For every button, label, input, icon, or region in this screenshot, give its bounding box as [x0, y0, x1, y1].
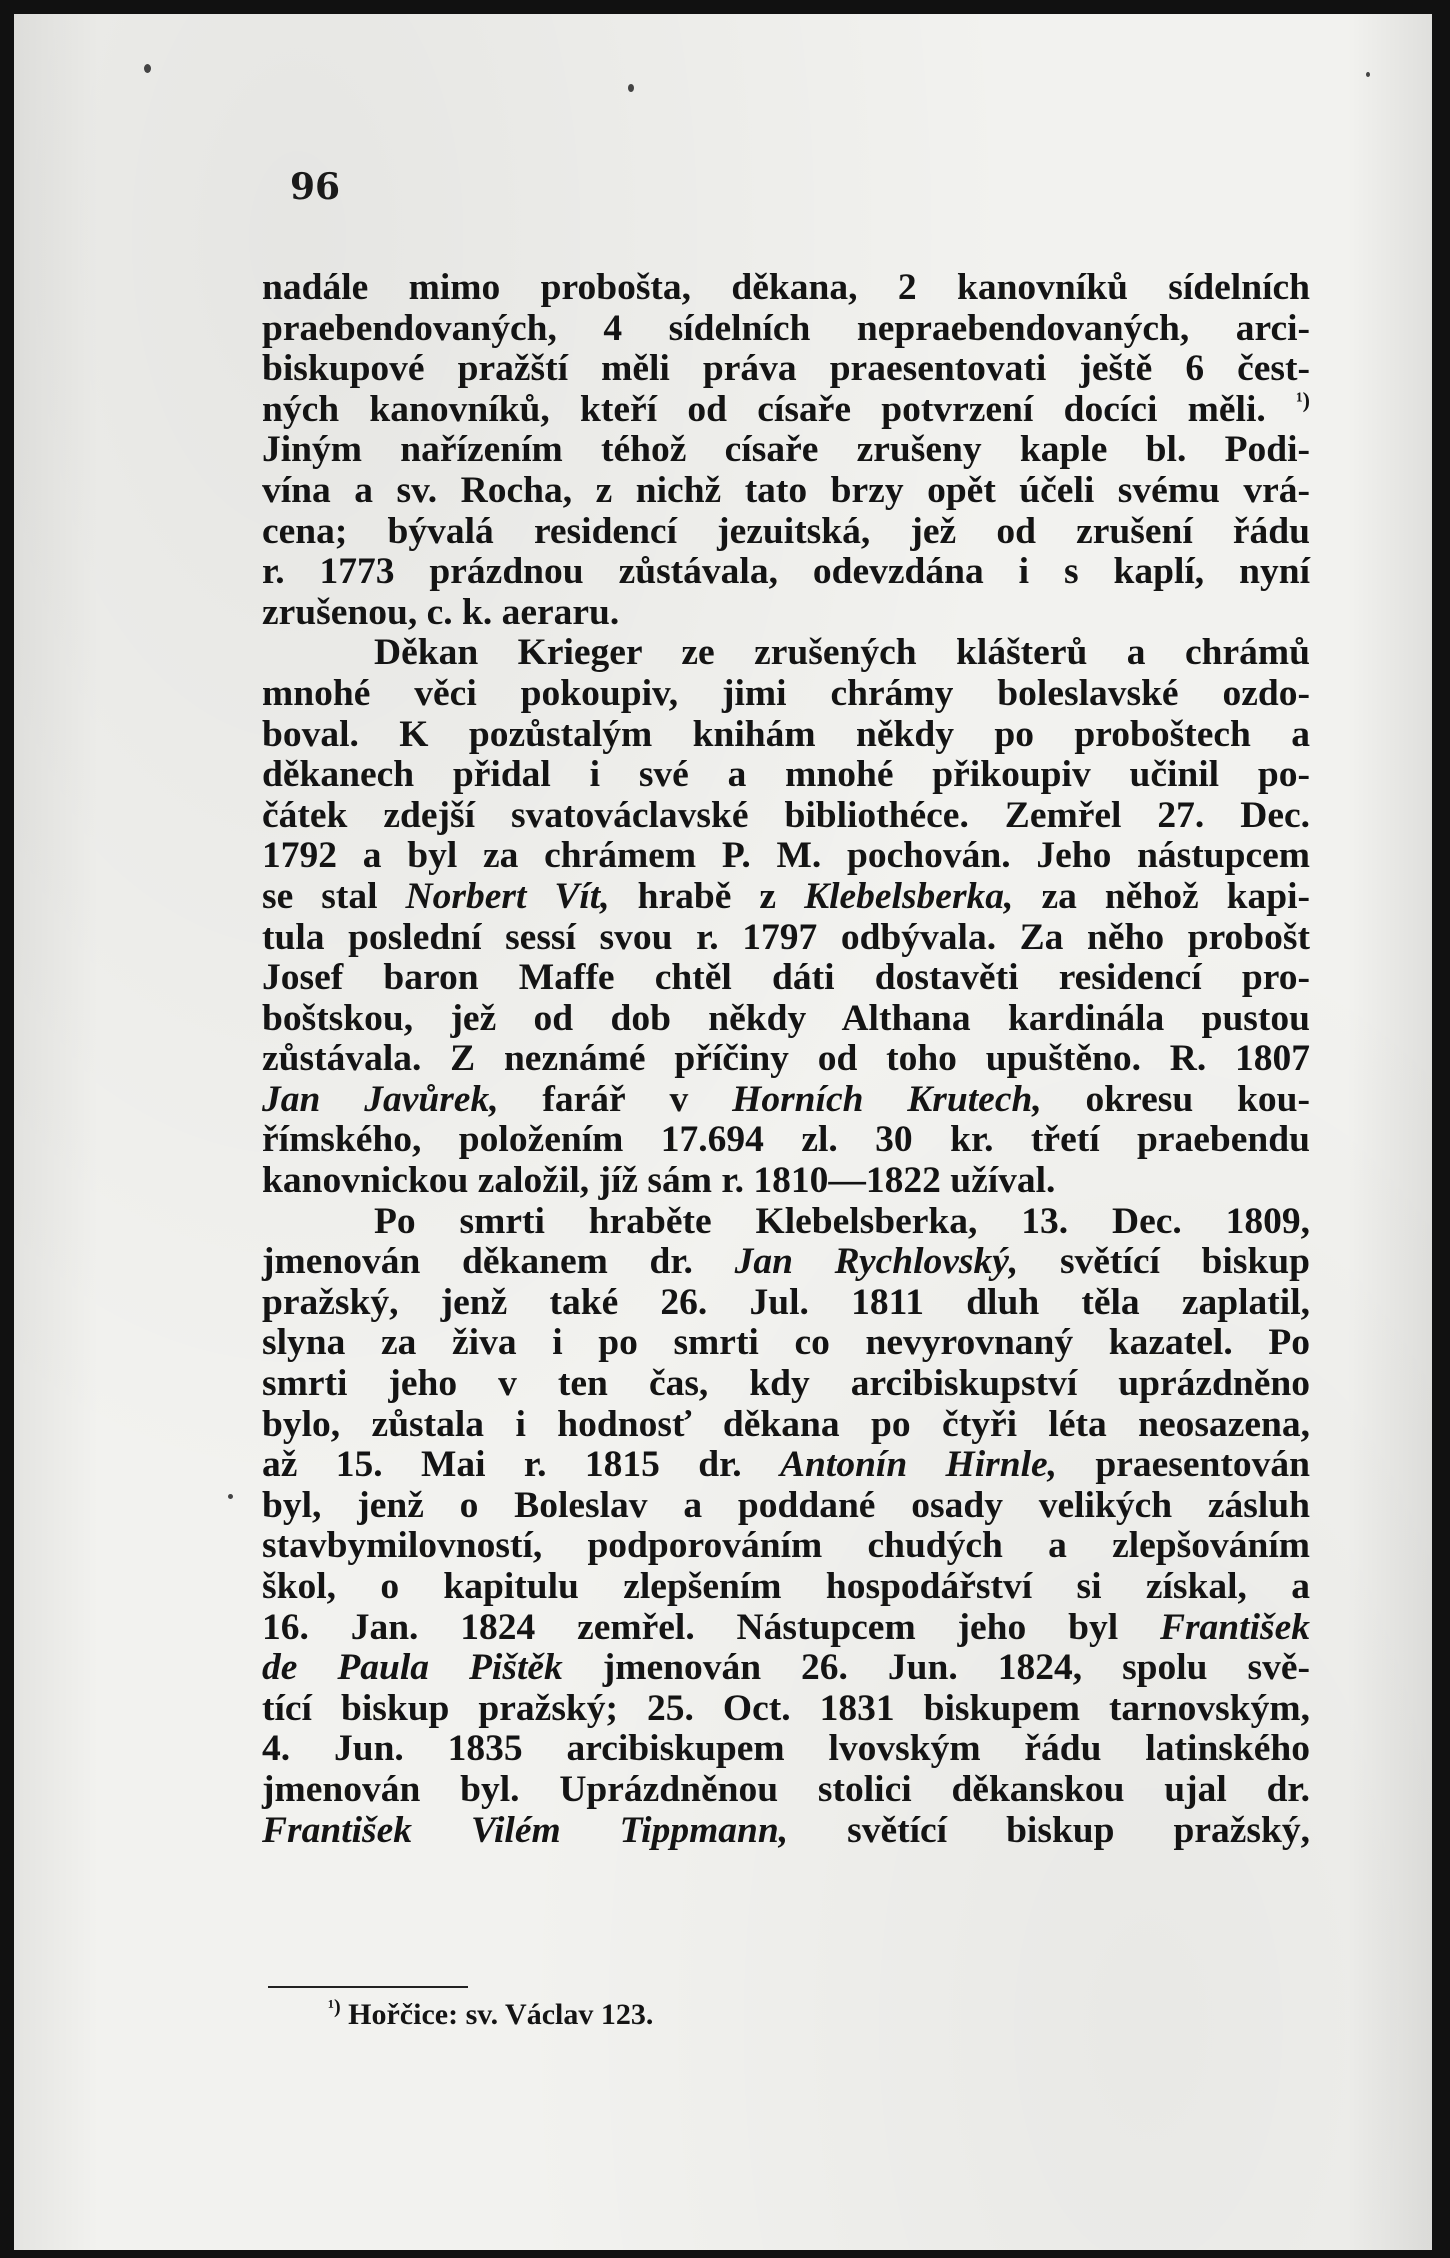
text-line	[262, 877, 1310, 918]
text-segment: římského, položením 17.694 zl. 30 kr. třetí praebendu	[262, 1119, 1310, 1161]
text-line	[262, 796, 1310, 837]
text-segment: biskupové pražští měli práva praesentovati ještě 6 čest-	[262, 348, 1310, 390]
text-segment: 16. Jan. 1824 zemřel. Nástupcem jeho byl	[262, 1606, 1160, 1648]
text-line	[262, 430, 1310, 471]
body-text	[262, 268, 1310, 1851]
text-segment: slyna za živa i po smrti co nevyrovnaný kazatel. Po	[262, 1322, 1310, 1364]
text-segment: jmenován 26. Jun. 1824, spolu svě-	[562, 1647, 1310, 1689]
italic-name: Jan Rychlovský,	[734, 1241, 1019, 1283]
text-segment: smrti jeho v ten čas, kdy arcibiskupství uprázdněno	[262, 1363, 1310, 1405]
text-line	[262, 387, 1310, 431]
italic-name: František	[1159, 1606, 1310, 1648]
text-line	[262, 552, 1310, 593]
text-line	[262, 471, 1310, 512]
text-segment: 4. Jun. 1835 arcibiskupem lvovským řádu latinského	[262, 1728, 1310, 1770]
italic-name: Norbert Vít,	[405, 875, 610, 917]
text-line	[262, 1283, 1310, 1324]
text-segment: se stal	[262, 875, 406, 917]
text-segment: Josef baron Maffe chtěl dáti dostavěti residencí pro-	[262, 957, 1310, 999]
text-line	[262, 633, 1310, 674]
text-line	[262, 1323, 1310, 1364]
text-line	[262, 1364, 1310, 1405]
text-line	[262, 1770, 1310, 1811]
text-line	[262, 1811, 1310, 1852]
text-segment: praebendovaných, 4 sídelních nepraebendovaných, arci-	[262, 307, 1310, 349]
text-segment: bylo, zůstala i hodnosť děkana po čtyři léta neosazena,	[262, 1403, 1310, 1445]
text-line	[262, 958, 1310, 999]
footnote	[328, 1998, 653, 2032]
ink-speck	[228, 1494, 233, 1499]
text-line	[262, 1039, 1310, 1080]
text-line	[262, 1608, 1310, 1649]
italic-name: Antonín Hirnle,	[780, 1444, 1058, 1486]
text-segment: tící biskup pražský; 25. Oct. 1831 biskupem tarnovským,	[262, 1687, 1310, 1729]
text-segment: farář v	[498, 1078, 733, 1120]
italic-name: Klebelsberka,	[804, 875, 1014, 917]
text-segment: boval. K pozůstalým knihám někdy po proboštech a	[262, 713, 1310, 755]
text-line	[262, 674, 1310, 715]
footnote-reference: ¹)	[1296, 387, 1310, 413]
ink-speck	[1366, 72, 1370, 77]
ink-speck	[628, 84, 634, 92]
text-line	[262, 1486, 1310, 1527]
italic-name: František Vilém Tippmann,	[262, 1809, 789, 1851]
text-segment: Děkan Krieger ze zrušených klášterů a chrámů	[374, 632, 1310, 674]
text-segment: hrabě z	[609, 875, 805, 917]
text-segment: zrušenou, c. k. aeraru.	[262, 591, 620, 633]
text-line	[262, 512, 1310, 553]
footnote-text: Hořčice: sv. Václav 123.	[340, 1998, 654, 2031]
text-segment: r. 1773 prázdnou zůstávala, odevzdána i s kaplí, nyní	[262, 551, 1310, 593]
text-line	[262, 836, 1310, 877]
text-line	[262, 1648, 1310, 1689]
text-line	[262, 349, 1310, 390]
text-line	[262, 309, 1310, 350]
text-segment: jmenován děkanem dr.	[262, 1241, 735, 1283]
text-segment: až 15. Mai r. 1815 dr.	[262, 1444, 781, 1486]
ink-speck	[144, 64, 151, 73]
text-segment: pražský, jenž také 26. Jul. 1811 dluh těla zaplatil,	[262, 1281, 1310, 1323]
text-segment: cena; bývalá residencí jezuitská, jež od zrušení řádu	[262, 510, 1310, 552]
text-line	[262, 1526, 1310, 1567]
text-line	[262, 593, 1310, 634]
text-segment: mnohé věci pokoupiv, jimi chrámy boleslavské ozdo-	[262, 672, 1310, 714]
text-line	[262, 1729, 1310, 1770]
text-segment: za něhož kapi-	[1013, 875, 1310, 917]
text-segment: světící biskup pražský,	[788, 1809, 1310, 1851]
text-segment: okresu kou-	[1041, 1078, 1311, 1120]
text-line	[262, 1080, 1310, 1121]
text-segment: boštskou, jež od dob někdy Althana kardinála pustou	[262, 997, 1310, 1039]
text-line	[262, 1567, 1310, 1608]
text-line	[262, 1445, 1310, 1486]
text-segment: jmenován byl. Uprázdněnou stolici děkanskou ujal dr.	[262, 1768, 1310, 1810]
text-segment: vína a sv. Rocha, z nichž tato brzy opět účeli svému vrá-	[262, 469, 1310, 511]
italic-name: Horních Krutech,	[732, 1078, 1042, 1120]
text-segment: ných kanovníků, kteří od císaře potvrzení docíci měli.	[262, 388, 1297, 430]
text-line	[262, 1242, 1310, 1283]
text-segment: čátek zdejší svatováclavské bibliothéce. Zemřel 27. Dec.	[262, 794, 1310, 836]
text-line	[262, 268, 1310, 309]
text-line	[262, 918, 1310, 959]
text-segment: praesentován	[1057, 1444, 1310, 1486]
text-segment: zůstávala. Z neznámé příčiny od toho upuštěno. R. 1807	[262, 1038, 1310, 1080]
text-segment: škol, o kapitulu zlepšením hospodářství si získal, a	[262, 1566, 1310, 1607]
text-segment: Jiným nařízením téhož císaře zrušeny kaple bl. Podi-	[262, 429, 1310, 471]
text-line	[262, 1161, 1310, 1202]
text-segment: světící biskup	[1018, 1241, 1310, 1283]
text-segment: tula poslední sessí svou r. 1797 odbývala. Za něho probošt	[262, 916, 1310, 958]
text-segment: 1792 a byl za chrámem P. M. pochován. Jeho nástupcem	[262, 835, 1310, 877]
text-segment: stavbymilovností, podporováním chudých a zlepšováním	[262, 1525, 1310, 1567]
footnote-rule	[268, 1986, 468, 1988]
text-segment: kanovnickou založil, jíž sám r. 1810—1822 užíval.	[262, 1160, 1056, 1202]
text-line	[262, 1405, 1310, 1446]
italic-name: Jan Javůrek,	[262, 1078, 499, 1120]
text-line	[262, 715, 1310, 756]
text-line	[262, 755, 1310, 796]
text-line	[262, 999, 1310, 1040]
text-segment: nadále mimo proboštа, děkana, 2 kanovníků sídelních	[262, 267, 1310, 308]
text-segment: byl, jenž o Boleslav a poddané osady velikých zásluh	[262, 1484, 1310, 1526]
text-line	[262, 1689, 1310, 1730]
text-segment: Po smrti hraběte Klebelsberka, 13. Dec. 1809,	[374, 1200, 1310, 1242]
text-segment: děkanech přidal i své a mnohé přikoupiv učinil po-	[262, 754, 1310, 796]
italic-name: de Paula Pištěk	[262, 1647, 563, 1689]
text-line	[262, 1120, 1310, 1161]
text-line	[262, 1202, 1310, 1243]
page-number: 96	[290, 166, 341, 208]
footnote-marker: ¹)	[328, 1996, 341, 2018]
